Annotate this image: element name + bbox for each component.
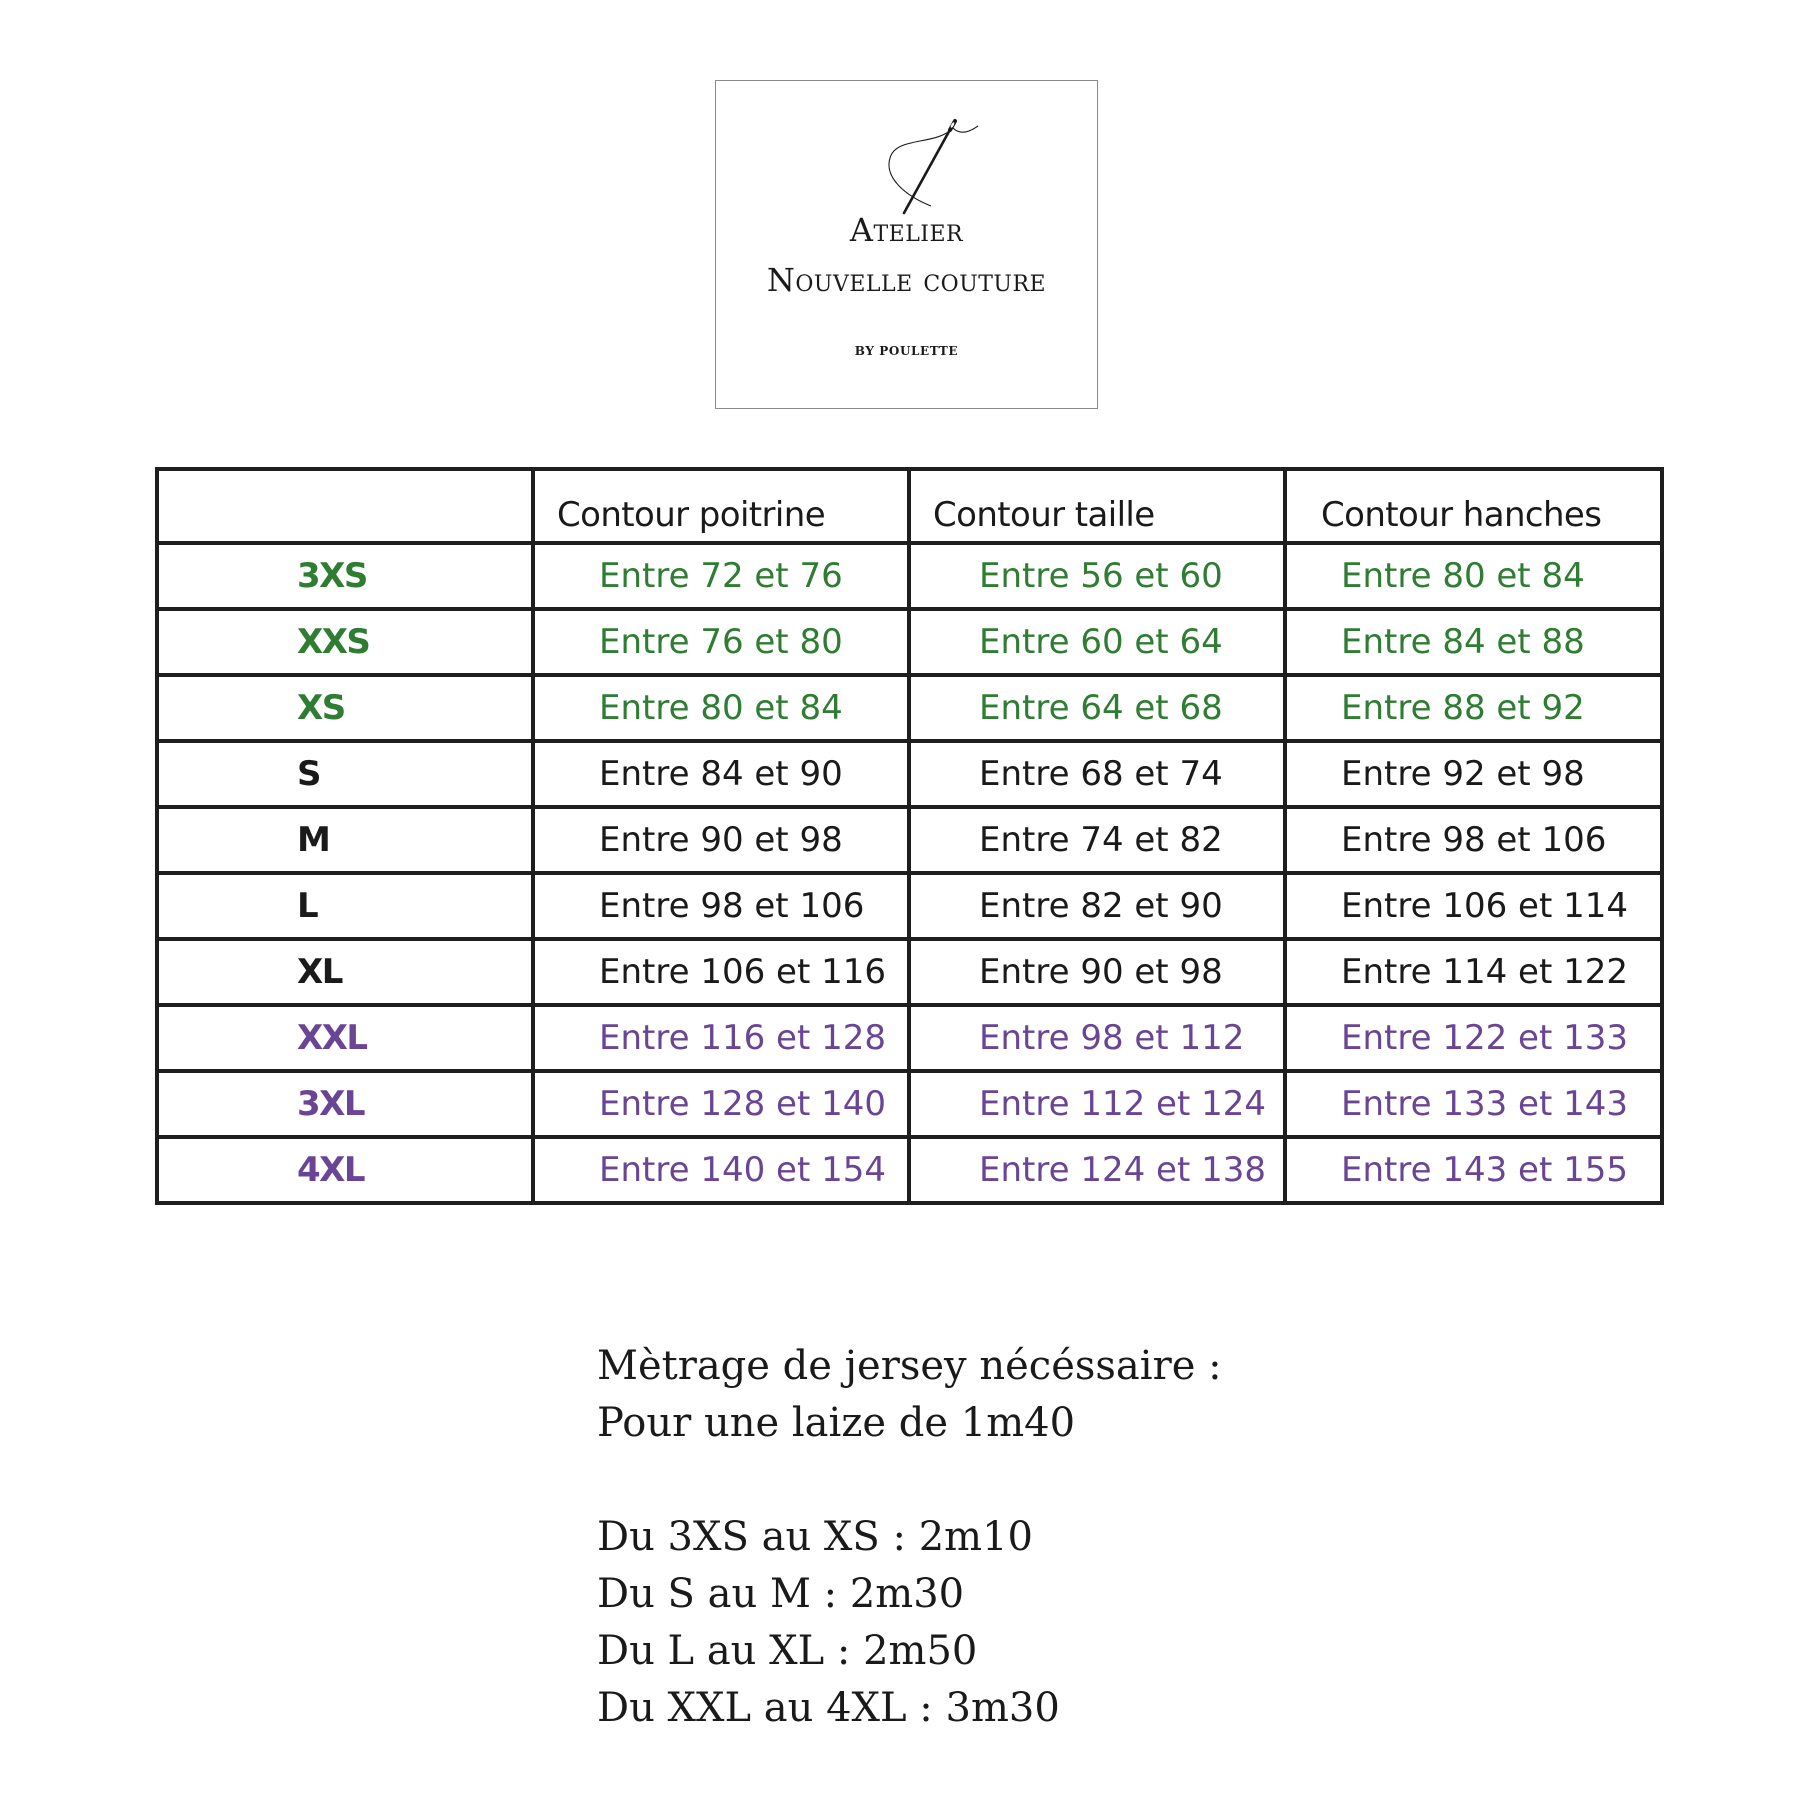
table-row bbox=[157, 1137, 1662, 1203]
needle-thread-icon bbox=[876, 116, 981, 216]
table-row bbox=[157, 807, 1662, 873]
size-label: L bbox=[157, 873, 533, 939]
size-chart-table bbox=[155, 467, 1664, 1205]
contour-taille-value: Entre 56 et 60 bbox=[909, 543, 1285, 609]
contour-hanches-value: Entre 88 et 92 bbox=[1285, 675, 1662, 741]
size-label: M bbox=[157, 807, 533, 873]
contour-taille-value: Entre 82 et 90 bbox=[909, 873, 1285, 939]
contour-taille-value: Entre 112 et 124 bbox=[909, 1071, 1285, 1137]
contour-hanches-value: Entre 84 et 88 bbox=[1285, 609, 1662, 675]
table-row bbox=[157, 675, 1662, 741]
table-row bbox=[157, 543, 1662, 609]
contour-poitrine-value: Entre 76 et 80 bbox=[533, 609, 909, 675]
contour-taille-value: Entre 90 et 98 bbox=[909, 939, 1285, 1005]
contour-poitrine-value: Entre 84 et 90 bbox=[533, 741, 909, 807]
brand-logo bbox=[715, 80, 1098, 409]
contour-hanches-value: Entre 80 et 84 bbox=[1285, 543, 1662, 609]
notes-subtitle: Pour une laize de 1m40 bbox=[597, 1400, 1076, 1446]
logo-title-line1: Atelier bbox=[849, 211, 964, 249]
table-row bbox=[157, 1071, 1662, 1137]
size-label: XXS bbox=[157, 609, 533, 675]
contour-hanches-value: Entre 133 et 143 bbox=[1285, 1071, 1662, 1137]
size-label: S bbox=[157, 741, 533, 807]
contour-taille-value: Entre 124 et 138 bbox=[909, 1137, 1285, 1203]
contour-poitrine-value: Entre 106 et 116 bbox=[533, 939, 909, 1005]
contour-poitrine-value: Entre 98 et 106 bbox=[533, 873, 909, 939]
size-label: XL bbox=[157, 939, 533, 1005]
contour-taille-value: Entre 60 et 64 bbox=[909, 609, 1285, 675]
notes-item: Du S au M : 2m30 bbox=[597, 1571, 965, 1617]
contour-taille-value: Entre 64 et 68 bbox=[909, 675, 1285, 741]
contour-poitrine-value: Entre 116 et 128 bbox=[533, 1005, 909, 1071]
logo-byline: BY POULETTE bbox=[854, 344, 959, 358]
contour-taille-value: Entre 68 et 74 bbox=[909, 741, 1285, 807]
size-label: 4XL bbox=[157, 1137, 533, 1203]
fabric-requirements bbox=[597, 1338, 1222, 1737]
header-contour-hanches: Contour hanches bbox=[1285, 469, 1662, 543]
contour-poitrine-value: Entre 128 et 140 bbox=[533, 1071, 909, 1137]
contour-hanches-value: Entre 143 et 155 bbox=[1285, 1137, 1662, 1203]
contour-poitrine-value: Entre 72 et 76 bbox=[533, 543, 909, 609]
size-label: XS bbox=[157, 675, 533, 741]
contour-hanches-value: Entre 98 et 106 bbox=[1285, 807, 1662, 873]
contour-hanches-value: Entre 92 et 98 bbox=[1285, 741, 1662, 807]
contour-poitrine-value: Entre 140 et 154 bbox=[533, 1137, 909, 1203]
table-row bbox=[157, 1005, 1662, 1071]
header-contour-poitrine: Contour poitrine bbox=[533, 469, 909, 543]
notes-item: Du L au XL : 2m50 bbox=[597, 1628, 978, 1674]
table-row bbox=[157, 741, 1662, 807]
contour-poitrine-value: Entre 80 et 84 bbox=[533, 675, 909, 741]
contour-poitrine-value: Entre 90 et 98 bbox=[533, 807, 909, 873]
contour-hanches-value: Entre 114 et 122 bbox=[1285, 939, 1662, 1005]
notes-title: Mètrage de jersey nécéssaire : bbox=[597, 1343, 1222, 1389]
contour-taille-value: Entre 98 et 112 bbox=[909, 1005, 1285, 1071]
header-contour-taille: Contour taille bbox=[909, 469, 1285, 543]
notes-item: Du XXL au 4XL : 3m30 bbox=[597, 1685, 1060, 1731]
size-label: XXL bbox=[157, 1005, 533, 1071]
logo-title-line2: Nouvelle couture bbox=[766, 261, 1047, 299]
contour-hanches-value: Entre 106 et 114 bbox=[1285, 873, 1662, 939]
contour-hanches-value: Entre 122 et 133 bbox=[1285, 1005, 1662, 1071]
table-row bbox=[157, 873, 1662, 939]
header-size bbox=[157, 469, 533, 543]
table-row bbox=[157, 609, 1662, 675]
table-row bbox=[157, 939, 1662, 1005]
size-label: 3XS bbox=[157, 543, 533, 609]
contour-taille-value: Entre 74 et 82 bbox=[909, 807, 1285, 873]
size-label: 3XL bbox=[157, 1071, 533, 1137]
table-header-row bbox=[157, 469, 1662, 543]
notes-item: Du 3XS au XS : 2m10 bbox=[597, 1514, 1033, 1560]
